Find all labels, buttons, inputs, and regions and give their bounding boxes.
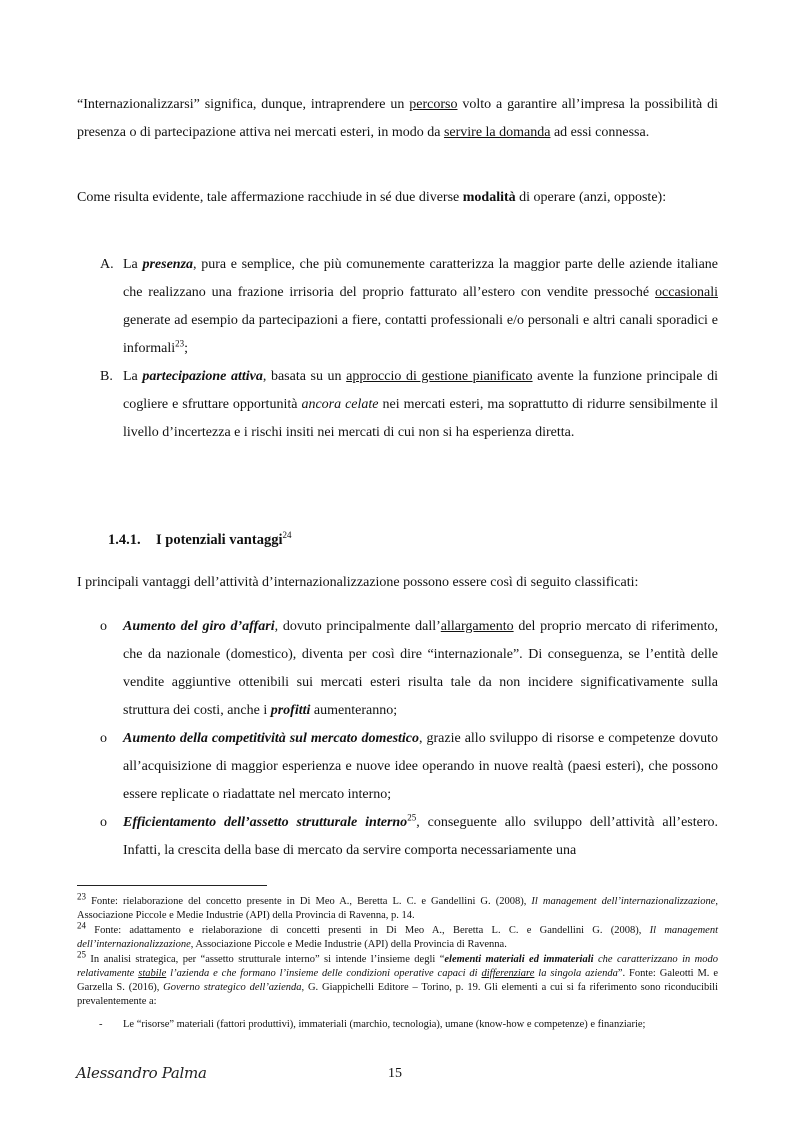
text: La xyxy=(123,369,143,384)
text: ad essi connessa. xyxy=(550,125,650,140)
italic-title: Il management dell’internazionalizzazione xyxy=(531,896,716,907)
text: , Associazione Piccole e Medie Industrie (API) della Provincia di Ravenna, p. 14. xyxy=(77,896,718,921)
underlined-allargamento: allargamento xyxy=(440,619,514,634)
footnote-number: 23 xyxy=(77,891,86,902)
section-number: 1.4.1. xyxy=(108,532,141,548)
text: La xyxy=(123,257,143,272)
section-title: I potenziali vantaggi xyxy=(156,532,283,548)
paragraph-internazionalizzarsi xyxy=(77,91,718,147)
text: Fonte: rielaborazione del concetto presente in Di Meo A., Beretta L. C. e Gandellini G. (2008), xyxy=(86,896,532,907)
text: “Internazionalizzarsi” significa, dunque, intraprendere un xyxy=(77,97,410,112)
underlined-approccio: approccio di gestione pianificato xyxy=(346,369,533,384)
underlined-occasionali: occasionali xyxy=(655,285,718,300)
text: del proprio mercato di riferimento, che da nazionale (domestico), diventa per così dire “internazionale”. Di conseguenza, se l’entità delle vendite aggiuntive ottenibili sui mercati esteri risulta tale da non incidere significativamente sulla struttura dei costi, anche i xyxy=(123,619,718,718)
bullet-circle: o xyxy=(100,815,107,830)
italic-underlined-differenziare: differenziare xyxy=(481,968,535,979)
list-marker: B. xyxy=(100,369,113,384)
list-item-presenza xyxy=(77,251,718,363)
list-item-efficientamento xyxy=(77,809,718,865)
footnote-separator xyxy=(77,885,267,886)
bullet-circle: o xyxy=(100,731,107,746)
footnote-23 xyxy=(77,891,718,923)
footnote-25 xyxy=(77,949,719,1009)
list-item-partecipazione-attiva xyxy=(77,363,718,447)
italic-title: Governo strategico dell’azienda xyxy=(163,982,302,993)
list-dash: - xyxy=(99,1019,103,1030)
bold-italic-presenza: presenza xyxy=(142,257,194,272)
italic-title: Il management dell’internazionalizzazione xyxy=(77,925,718,950)
text: In analisi strategica, per “assetto strutturale interno” si intende l’insieme degli “ xyxy=(86,954,445,965)
text: Le “risorse” materiali (fattori produttivi), immateriali (marchio, tecnologia), umane (know-how e competenze) e finanziarie; xyxy=(123,1019,646,1030)
text: Fonte: adattamento e rielaborazione di concetti presenti in Di Meo A., Beretta L. C. e Gandellini G. (2008), xyxy=(86,925,650,936)
text: volto a garantire all’impresa la possibilità di presenza o di partecipazione attiva nei mercati esteri, in modo da xyxy=(77,97,718,140)
underlined-percorso: percorso xyxy=(409,97,458,112)
italic-text: la singola azienda xyxy=(534,968,618,979)
bold-italic-partecipazione-attiva: partecipazione attiva xyxy=(142,369,263,384)
list-vantaggi xyxy=(77,613,718,865)
footnote-ref-24[interactable]: 24 xyxy=(282,530,292,541)
footnote-25-list-item xyxy=(77,1018,718,1032)
text: aumenteranno; xyxy=(310,703,398,718)
footnote-ref-25[interactable]: 25 xyxy=(407,812,417,823)
footnote-24 xyxy=(77,920,718,952)
bullet-circle: o xyxy=(100,619,107,634)
text: generate ad esempio da partecipazioni a fiere, contatti professionali e/o personali e altri canali sporadici e informali xyxy=(123,313,718,356)
bold-modalita: modalità xyxy=(462,190,516,205)
text: ”. Fonte: Galeotti M. e Garzella S. (2016), xyxy=(77,968,718,993)
text: , pura e semplice, che più comunemente caratterizza la maggior parte delle aziende italiane che realizzano una frazione irrisoria del proprio fatturato all’estero con vendite pressoché xyxy=(123,257,718,300)
text: , grazie allo sviluppo di risorse e competenze dovuto all’acquisizione di maggior esperienza e nuove idee operando in nuove realtà (paesi esteri), che possono essere replicate o riadattate nel mercato interno; xyxy=(123,731,718,802)
italic-underlined-stabile: stabile xyxy=(138,968,167,979)
bold-italic-phrase: elementi materiali ed immateriali xyxy=(444,954,594,965)
text: , Associazione Piccole e Medie Industrie (API) della Provincia di Ravenna. xyxy=(190,939,507,950)
footnote-number: 25 xyxy=(77,949,86,960)
footnote-number: 24 xyxy=(77,920,86,931)
text: avente la funzione principale di cogliere e sfruttare opportunità xyxy=(123,369,718,412)
paragraph-vantaggi-intro: I principali vantaggi dell’attività d’internazionalizzazione possono essere così di seguito classificati: xyxy=(77,575,639,590)
list-marker: A. xyxy=(100,257,114,272)
italic-text: l’azienda e che formano l’insieme delle condizioni operative capaci di xyxy=(166,968,482,979)
list-item-competitivita xyxy=(77,725,718,809)
bold-italic-term: Aumento della competitività sul mercato domestico xyxy=(123,731,420,746)
text: , basata su un xyxy=(262,369,347,384)
text: , conseguente allo sviluppo dell’attività all’estero. Infatti, la crescita della base di mercato da servire comporta necessariamente una xyxy=(123,815,718,858)
section-heading xyxy=(108,528,291,552)
text: nei mercati esteri, ma soprattutto di ridurre sensibilmente il livello d’incertezza e i rischi insiti nei mercati di cui non si ha esperienza diretta. xyxy=(123,397,719,440)
text: , G. Giappichelli Editore – Torino, p. 19. Gli elementi a cui si fa riferimento sono riconducibili prevalentemente a: xyxy=(77,982,719,1007)
author-signature: Alessandro Palma xyxy=(76,1064,207,1082)
italic-ancora-celate: ancora celate xyxy=(301,397,379,412)
text: , dovuto principalmente dall’ xyxy=(274,619,441,634)
footnote-ref-23[interactable]: 23 xyxy=(175,338,185,349)
list-modalita xyxy=(77,251,718,447)
text: di operare (anzi, opposte): xyxy=(515,190,667,205)
bold-italic-term: Aumento del giro d’affari xyxy=(123,619,275,634)
paragraph-modalita xyxy=(77,184,718,212)
bold-italic-profitti: profitti xyxy=(270,703,311,718)
bold-italic-term: Efficientamento dell’assetto strutturale interno xyxy=(123,815,408,830)
page-number: 15 xyxy=(388,1066,402,1081)
text: Come risulta evidente, tale affermazione racchiude in sé due diverse xyxy=(77,190,463,205)
underlined-servire-la-domanda: servire la domanda xyxy=(443,125,551,140)
italic-text: che caratterizzano in modo relativamente xyxy=(77,954,719,979)
text: ; xyxy=(184,341,188,356)
list-item-giro-affari xyxy=(77,613,718,725)
